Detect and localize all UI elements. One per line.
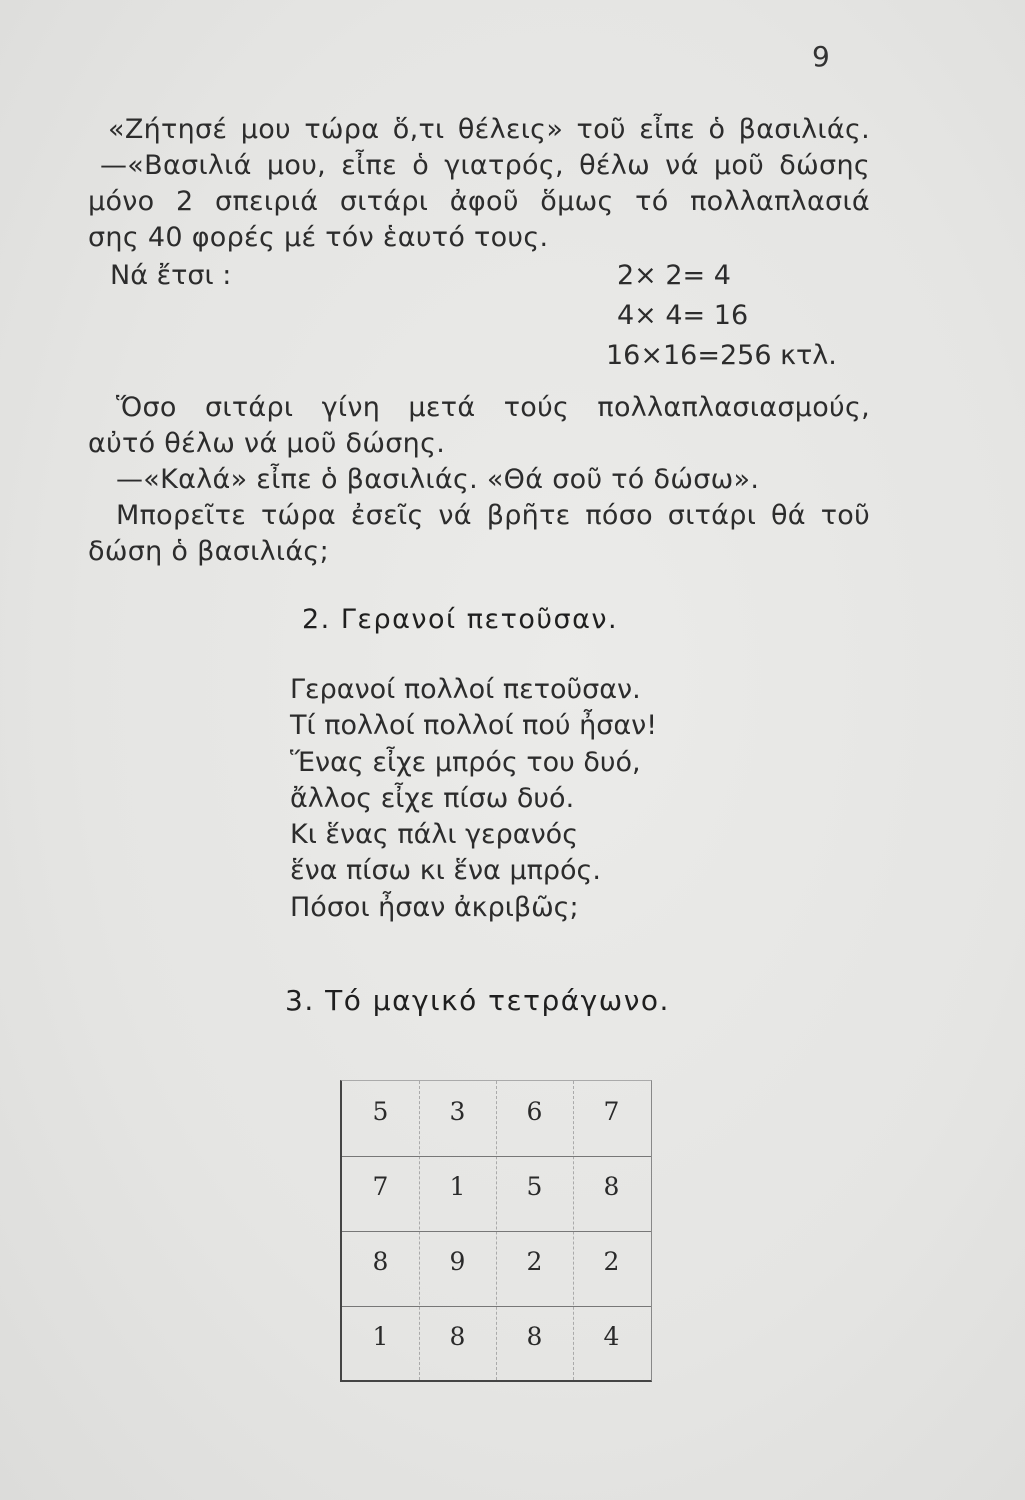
magic-square-cell: 2	[603, 1247, 620, 1276]
poem-line: Ἕνας εἶχε μπρός του δυό,	[290, 746, 641, 778]
calc-intro: Νά ἔτσι :	[110, 260, 232, 291]
page-number: 9	[812, 40, 830, 73]
section-heading-magic-square: 3. Τό μαγικό τετράγωνο.	[285, 984, 670, 1017]
poem-cranes	[290, 672, 657, 926]
magic-square-cell: 7	[372, 1172, 389, 1201]
text-line: Ὅσο σιτάρι γίνη μετά τούς πολλαπλασιασμούς,	[116, 392, 870, 423]
calc-row: 2× 2= 4	[617, 260, 731, 291]
magic-square-cell: 1	[449, 1172, 466, 1201]
magic-square-cell: 1	[372, 1322, 389, 1351]
text-line: δώση ὁ βασιλιάς;	[88, 536, 329, 567]
poem-line: Τί πολλοί πολλοί πού ἦσαν!	[290, 710, 658, 742]
magic-square-cell: 4	[603, 1322, 620, 1351]
magic-square-cell: 5	[526, 1172, 543, 1201]
section-heading-cranes: 2. Γερανοί πετοῦσαν.	[302, 604, 619, 635]
calc-row: 16×16=256 κτλ.	[606, 340, 837, 371]
magic-square-cell: 8	[449, 1322, 466, 1351]
magic-square-row	[342, 1081, 651, 1156]
poem-line: Γερανοί πολλοί πετοῦσαν.	[290, 674, 641, 705]
paragraph-answer	[88, 390, 870, 570]
text-line: «Ζήτησέ μου τώρα ὅ,τι θέλεις» τοῦ εἶπε ὁ βασιλιάς.	[108, 114, 870, 145]
magic-square-cell: 8	[372, 1247, 389, 1276]
calc-row: 4× 4= 16	[617, 300, 749, 331]
text-line: σης 40 φορές μέ τόν ἑαυτό τους.	[88, 222, 549, 253]
poem-line: ἕνα πίσω κι ἕνα μπρός.	[290, 855, 601, 887]
magic-square-cell: 9	[449, 1247, 466, 1276]
magic-square-grid	[340, 1080, 652, 1382]
magic-square-cell: 8	[603, 1172, 620, 1201]
magic-square-cell: 7	[603, 1097, 620, 1126]
text-line: μόνο 2 σπειριά σιτάρι ἀφοῦ ὅμως τό πολλαπλασιά	[88, 186, 870, 217]
magic-square-cell: 2	[526, 1247, 543, 1276]
magic-square-row	[342, 1306, 651, 1381]
magic-square-row	[342, 1231, 651, 1306]
paragraph-request	[88, 112, 870, 256]
text-line: —«Καλά» εἶπε ὁ βασιλιάς. «Θά σοῦ τό δώσω».	[116, 464, 760, 495]
text-line: Μπορεῖτε τώρα ἐσεῖς νά βρῆτε πόσο σιτάρι θά τοῦ	[116, 500, 870, 531]
poem-line: ἄλλος εἶχε πίσω δυό.	[290, 782, 575, 814]
text-line: αὐτό θέλω νά μοῦ δώσης.	[88, 428, 446, 459]
poem-line: Κι ἕνας πάλι γερανός	[290, 819, 579, 851]
magic-square-cell: 8	[526, 1322, 543, 1351]
magic-square-cell: 6	[526, 1097, 543, 1126]
magic-square-cell: 5	[372, 1097, 389, 1126]
magic-square-row	[342, 1156, 651, 1231]
text-line: —«Βασιλιά μου, εἶπε ὁ γιατρός, θέλω νά μοῦ δώσης	[100, 150, 870, 181]
magic-square-cell: 3	[449, 1097, 466, 1126]
poem-line: Πόσοι ἦσαν ἀκριβῶς;	[290, 891, 579, 923]
